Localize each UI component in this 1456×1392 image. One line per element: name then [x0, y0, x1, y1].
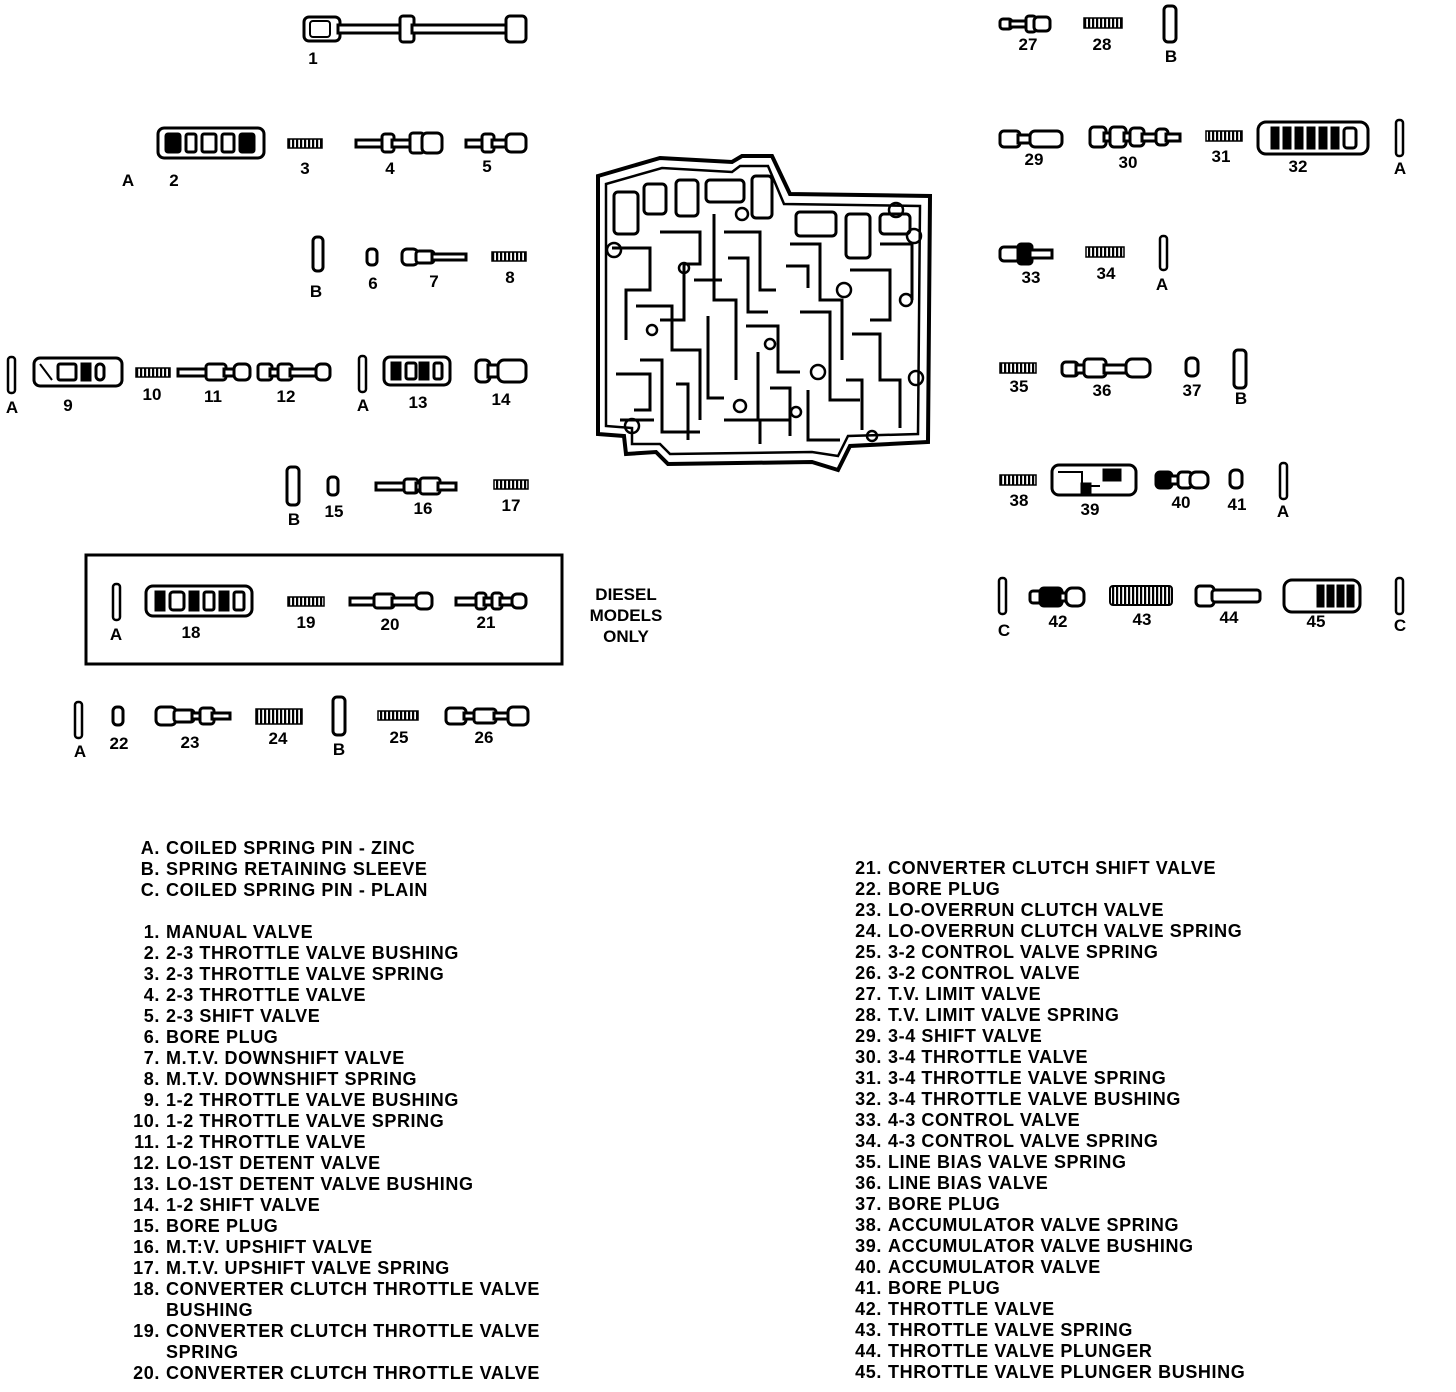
callout-11: 11 — [204, 387, 222, 406]
legend-text: COILED SPRING PIN - ZINC — [166, 838, 416, 858]
part-a-pin — [8, 357, 15, 393]
legend-item — [846, 1278, 1245, 1299]
part-b-sleeve — [287, 467, 299, 505]
legend-text: 3-4 THROTTLE VALVE SPRING — [888, 1068, 1167, 1088]
legend-item — [846, 1131, 1245, 1152]
callout-14: 14 — [491, 390, 511, 409]
legend-text: THROTTLE VALVE SPRING — [888, 1320, 1133, 1340]
legend-key: 45. — [855, 1362, 882, 1382]
part-8-spring — [492, 252, 526, 261]
callout-b: B — [309, 282, 323, 301]
legend-item — [110, 1195, 540, 1216]
legend-key: 11. — [134, 1132, 160, 1152]
callout-b: B — [332, 740, 346, 759]
part-2-bushing — [158, 128, 264, 158]
part-20-valve — [350, 593, 432, 609]
callout-26: 26 — [474, 728, 494, 747]
legend-key: 34. — [855, 1131, 882, 1151]
callout-15: 15 — [324, 502, 344, 521]
legend-text: 3-4 THROTTLE VALVE BUSHING — [888, 1089, 1181, 1109]
part-44-plunger — [1196, 586, 1260, 606]
part-40-valve — [1156, 472, 1208, 488]
legend-key: 17. — [133, 1258, 160, 1278]
part-a-pin — [1280, 463, 1287, 499]
part-33-valve — [1000, 244, 1052, 264]
part-37-bore-plug — [1186, 358, 1198, 376]
part-19-spring — [288, 597, 324, 606]
legend-text: LO-OVERRUN CLUTCH VALVE — [888, 900, 1165, 920]
part-28-spring — [1084, 18, 1122, 28]
legend-key: 13. — [133, 1174, 160, 1194]
callout-17: 17 — [501, 496, 521, 515]
callout-a: A — [1276, 502, 1290, 521]
legend-text: 2-3 THROTTLE VALVE SPRING — [166, 964, 445, 984]
callout-20: 20 — [380, 615, 400, 634]
legend-key: 6. — [143, 1027, 160, 1047]
valve-body-casting — [598, 156, 930, 470]
part-4-valve — [356, 133, 442, 153]
legend-text: THROTTLE VALVE PLUNGER BUSHING — [888, 1362, 1246, 1382]
legend-text: 1-2 THROTTLE VALVE SPRING — [166, 1111, 445, 1131]
part-12-valve — [258, 364, 330, 380]
legend-text: 2-3 SHIFT VALVE — [166, 1006, 321, 1026]
legend-key: 44. — [855, 1341, 882, 1361]
callout-32: 32 — [1288, 157, 1308, 176]
legend-key: 18. — [133, 1279, 160, 1299]
legend-item — [110, 1048, 540, 1069]
legend-key: 37. — [855, 1194, 882, 1214]
callout-2: 2 — [169, 171, 179, 190]
legend-key: 31. — [855, 1068, 882, 1088]
legend-text: BORE PLUG — [888, 1278, 1001, 1298]
legend-item — [110, 922, 540, 943]
callout-a: A — [73, 742, 87, 761]
legend-text: ACCUMULATOR VALVE BUSHING — [888, 1236, 1194, 1256]
legend-key: 2. — [143, 943, 160, 963]
legend-text: CONVERTER CLUTCH THROTTLE VALVE SPRING — [166, 1321, 540, 1362]
part-15-bore-plug — [328, 477, 338, 495]
callout-31: 31 — [1211, 147, 1231, 166]
part-a-pin — [1160, 236, 1167, 270]
callout-22: 22 — [109, 734, 129, 753]
part-a-pin — [113, 584, 120, 620]
legend-item — [110, 880, 540, 901]
legend-key: 15. — [133, 1216, 160, 1236]
part-16-valve — [376, 478, 456, 494]
legend-key: 7. — [143, 1048, 160, 1068]
legend-item — [110, 1216, 540, 1237]
legend-text: 1-2 THROTTLE VALVE BUSHING — [166, 1090, 459, 1110]
legend-item — [846, 1299, 1245, 1320]
part-b-sleeve — [1234, 350, 1246, 388]
legend-text: CONVERTER CLUTCH THROTTLE VALVE — [166, 1363, 540, 1383]
callout-8: 8 — [505, 268, 515, 287]
legend-item — [110, 1027, 540, 1048]
part-24-spring — [256, 709, 302, 724]
legend-key: 25. — [855, 942, 882, 962]
legend-item — [846, 1341, 1245, 1362]
callout-10: 10 — [142, 385, 162, 404]
callout-a: A — [356, 396, 370, 415]
part-5-valve — [466, 134, 526, 152]
part-c-pin — [999, 578, 1006, 614]
legend-key: 43. — [855, 1320, 882, 1340]
callout-21: 21 — [476, 613, 496, 632]
legend-key: 12. — [133, 1153, 160, 1173]
callout-28: 28 — [1092, 35, 1112, 54]
part-27-valve — [1000, 16, 1050, 32]
callout-16: 16 — [413, 499, 433, 518]
callout-44: 44 — [1219, 608, 1239, 627]
part-31-spring — [1206, 131, 1242, 141]
legend-item — [846, 921, 1245, 942]
legend-item — [846, 1089, 1245, 1110]
part-41-bore-plug — [1230, 470, 1242, 488]
legend-text: LINE BIAS VALVE SPRING — [888, 1152, 1127, 1172]
callout-41: 41 — [1227, 495, 1247, 514]
legend-item — [110, 985, 540, 1006]
part-21-valve — [456, 593, 526, 609]
legend-key: 22. — [855, 879, 882, 899]
legend-text: 2-3 THROTTLE VALVE BUSHING — [166, 943, 459, 963]
legend-key: 23. — [855, 900, 882, 920]
legend-text: THROTTLE VALVE PLUNGER — [888, 1341, 1153, 1361]
legend-text: LO-1ST DETENT VALVE — [166, 1153, 381, 1173]
legend-item — [110, 838, 540, 859]
legend-right-column — [846, 858, 1245, 1383]
callout-19: 19 — [296, 613, 316, 632]
legend-text: M.T:V. UPSHIFT VALVE — [166, 1237, 373, 1257]
part-a-pin — [1396, 120, 1403, 156]
callout-a: A — [5, 398, 19, 417]
legend-key: 38. — [855, 1215, 882, 1235]
part-13-bushing — [384, 357, 450, 385]
legend-item — [846, 1110, 1245, 1131]
callout-9: 9 — [63, 396, 73, 415]
legend-item — [846, 879, 1245, 900]
diesel-note-line-1: DIESEL — [595, 585, 657, 604]
legend-text: CONVERTER CLUTCH SHIFT VALVE — [888, 858, 1217, 878]
callout-6: 6 — [368, 274, 378, 293]
callout-18: 18 — [181, 623, 201, 642]
legend-key: 27. — [855, 984, 882, 1004]
legend-key: 14. — [133, 1195, 160, 1215]
callout-a: A — [1155, 275, 1169, 294]
part-14-valve — [476, 360, 526, 382]
callout-30: 30 — [1118, 153, 1138, 172]
part-b-sleeve — [1164, 6, 1176, 42]
callout-24: 24 — [268, 729, 288, 748]
callout-35: 35 — [1009, 377, 1029, 396]
legend-item — [110, 1111, 540, 1132]
callout-a: A — [109, 625, 123, 644]
legend-text: 2-3 THROTTLE VALVE — [166, 985, 367, 1005]
legend-item — [846, 1005, 1245, 1026]
part-c-pin — [1396, 578, 1403, 614]
legend-key: 16. — [133, 1237, 160, 1257]
callout-39: 39 — [1080, 500, 1100, 519]
legend-text: ACCUMULATOR VALVE — [888, 1257, 1101, 1277]
callout-c: C — [997, 621, 1011, 640]
callout-7: 7 — [429, 272, 439, 291]
part-30-valve — [1090, 127, 1180, 147]
legend-key: 29. — [855, 1026, 882, 1046]
part-3-spring — [288, 139, 322, 148]
legend-key: 26. — [855, 963, 882, 983]
legend-text: T.V. LIMIT VALVE SPRING — [888, 1005, 1120, 1025]
legend-key: 32. — [855, 1089, 882, 1109]
legend-key: 10. — [133, 1111, 160, 1131]
part-25-spring — [378, 711, 418, 720]
part-39-bushing — [1052, 465, 1136, 495]
part-a-pin — [75, 702, 82, 738]
legend-text: T.V. LIMIT VALVE — [888, 984, 1042, 1004]
legend-item — [110, 1069, 540, 1090]
legend-text: CONVERTER CLUTCH THROTTLE VALVE BUSHING — [166, 1279, 540, 1320]
legend-text: M.T.V. UPSHIFT VALVE SPRING — [166, 1258, 450, 1278]
legend-item — [110, 964, 540, 985]
legend-item — [110, 943, 540, 964]
part-11-valve — [178, 364, 250, 380]
callout-a: A — [1393, 159, 1407, 178]
legend-item — [110, 1153, 540, 1174]
callout-b: B — [287, 510, 301, 529]
callout-a: A — [121, 171, 135, 190]
legend-text: COILED SPRING PIN - PLAIN — [166, 880, 429, 900]
part-45-bushing — [1284, 580, 1360, 612]
part-35-spring — [1000, 363, 1036, 373]
legend-text: 3-4 SHIFT VALVE — [888, 1026, 1043, 1046]
part-9-bushing — [34, 358, 122, 386]
legend-text: MANUAL VALVE — [166, 922, 314, 942]
callout-12: 12 — [276, 387, 296, 406]
legend-text: 4-3 CONTROL VALVE — [888, 1110, 1081, 1130]
legend-key: 39. — [855, 1236, 882, 1256]
part-23-valve — [156, 707, 230, 725]
legend-key: 36. — [855, 1173, 882, 1193]
legend-text: 3-2 CONTROL VALVE SPRING — [888, 942, 1159, 962]
callout-4: 4 — [385, 159, 395, 178]
legend-text: LINE BIAS VALVE — [888, 1173, 1049, 1193]
legend-left-column — [110, 838, 540, 1384]
callout-36: 36 — [1092, 381, 1112, 400]
legend-key: 30. — [855, 1047, 882, 1067]
legend-key: 33. — [855, 1110, 882, 1130]
legend-key: 3. — [143, 964, 160, 984]
legend-key: 1. — [143, 922, 160, 942]
legend-text: M.T.V. DOWNSHIFT SPRING — [166, 1069, 418, 1089]
part-b-sleeve — [333, 697, 345, 735]
legend-key: 20. — [133, 1363, 160, 1383]
part-17-spring — [494, 480, 528, 489]
legend-text: M.T.V. DOWNSHIFT VALVE — [166, 1048, 405, 1068]
legend-item — [110, 1237, 540, 1258]
legend-item — [110, 1363, 540, 1384]
part-18-bushing — [146, 586, 252, 616]
legend-item — [846, 984, 1245, 1005]
legend-item — [846, 858, 1245, 879]
part-6-bore-plug — [367, 249, 377, 265]
diesel-note-line-2: MODELS — [589, 606, 663, 625]
legend-item — [110, 859, 540, 880]
legend-key: 8. — [143, 1069, 160, 1089]
part-1-manual-valve — [304, 16, 526, 42]
legend-spacer — [110, 901, 540, 922]
legend-key: 42. — [855, 1299, 882, 1319]
legend-key: 35. — [855, 1152, 882, 1172]
legend-item — [846, 1047, 1245, 1068]
legend-text: THROTTLE VALVE — [888, 1299, 1055, 1319]
callout-1: 1 — [308, 49, 318, 68]
legend-item — [110, 1006, 540, 1027]
legend-key: A. — [140, 838, 160, 858]
part-36-valve — [1062, 359, 1150, 377]
callout-b: B — [1234, 389, 1248, 408]
legend-item — [110, 1279, 540, 1321]
callout-27: 27 — [1018, 35, 1038, 54]
legend-key: 4. — [143, 985, 160, 1005]
part-38-spring — [1000, 475, 1036, 485]
callout-3: 3 — [300, 159, 310, 178]
legend-text: SPRING RETAINING SLEEVE — [166, 859, 428, 879]
part-42-valve — [1030, 588, 1084, 606]
legend-item — [846, 1152, 1245, 1173]
legend-item — [110, 1321, 540, 1363]
legend-key: 9. — [143, 1090, 160, 1110]
part-34-spring — [1086, 247, 1124, 257]
legend-item — [846, 1068, 1245, 1089]
part-22-bore-plug — [113, 707, 123, 725]
legend-key: 5. — [143, 1006, 160, 1026]
callout-25: 25 — [389, 728, 409, 747]
legend-text: BORE PLUG — [888, 879, 1001, 899]
legend-item — [846, 1194, 1245, 1215]
callout-29: 29 — [1024, 150, 1044, 169]
legend-text: 1-2 THROTTLE VALVE — [166, 1132, 367, 1152]
legend-item — [846, 1320, 1245, 1341]
legend-text: 4-3 CONTROL VALVE SPRING — [888, 1131, 1159, 1151]
legend-item — [846, 1215, 1245, 1236]
callout-23: 23 — [180, 733, 200, 752]
callout-5: 5 — [482, 157, 492, 176]
legend-key: C. — [140, 880, 160, 900]
legend-item — [846, 942, 1245, 963]
legend-key: B. — [140, 859, 160, 879]
part-a-pin — [359, 356, 366, 392]
part-7-valve — [402, 249, 466, 265]
callout-13: 13 — [408, 393, 428, 412]
legend-item — [110, 1132, 540, 1153]
legend-item — [110, 1090, 540, 1111]
legend-key: 21. — [855, 858, 882, 878]
part-26-valve — [446, 707, 528, 725]
callout-45: 45 — [1306, 612, 1326, 631]
legend-key: 40. — [855, 1257, 882, 1277]
legend-text: LO-1ST DETENT VALVE BUSHING — [166, 1174, 474, 1194]
legend-text: BORE PLUG — [888, 1194, 1001, 1214]
part-32-bushing — [1258, 122, 1368, 154]
diesel-note-line-3: ONLY — [603, 627, 649, 646]
legend-item — [846, 900, 1245, 921]
legend-item — [846, 1257, 1245, 1278]
legend-key: 41. — [855, 1278, 882, 1298]
legend-text: ACCUMULATOR VALVE SPRING — [888, 1215, 1180, 1235]
legend-item — [110, 1174, 540, 1195]
part-b-sleeve — [313, 237, 323, 271]
legend-key: 24. — [855, 921, 882, 941]
callout-43: 43 — [1132, 610, 1152, 629]
callout-c: C — [1393, 616, 1407, 635]
part-29-valve — [1000, 131, 1062, 147]
callout-34: 34 — [1096, 264, 1116, 283]
callout-38: 38 — [1009, 491, 1029, 510]
legend-text: 3-2 CONTROL VALVE — [888, 963, 1081, 983]
legend-item — [846, 1173, 1245, 1194]
legend-key: 28. — [855, 1005, 882, 1025]
part-10-spring — [136, 368, 170, 377]
callout-42: 42 — [1048, 612, 1068, 631]
legend-key: 19. — [133, 1321, 160, 1341]
callout-37: 37 — [1182, 381, 1202, 400]
legend-text: BORE PLUG — [166, 1027, 279, 1047]
legend-text: LO-OVERRUN CLUTCH VALVE SPRING — [888, 921, 1243, 941]
legend-text: BORE PLUG — [166, 1216, 279, 1236]
legend-item — [846, 1236, 1245, 1257]
part-43-spring — [1110, 586, 1172, 605]
callout-b: B — [1164, 47, 1178, 66]
legend-item — [110, 1258, 540, 1279]
callout-40: 40 — [1171, 493, 1191, 512]
legend-item — [846, 1362, 1245, 1383]
legend-text: 1-2 SHIFT VALVE — [166, 1195, 321, 1215]
legend-item — [846, 1026, 1245, 1047]
legend-item — [846, 963, 1245, 984]
callout-33: 33 — [1021, 268, 1041, 287]
legend-text: 3-4 THROTTLE VALVE — [888, 1047, 1089, 1067]
